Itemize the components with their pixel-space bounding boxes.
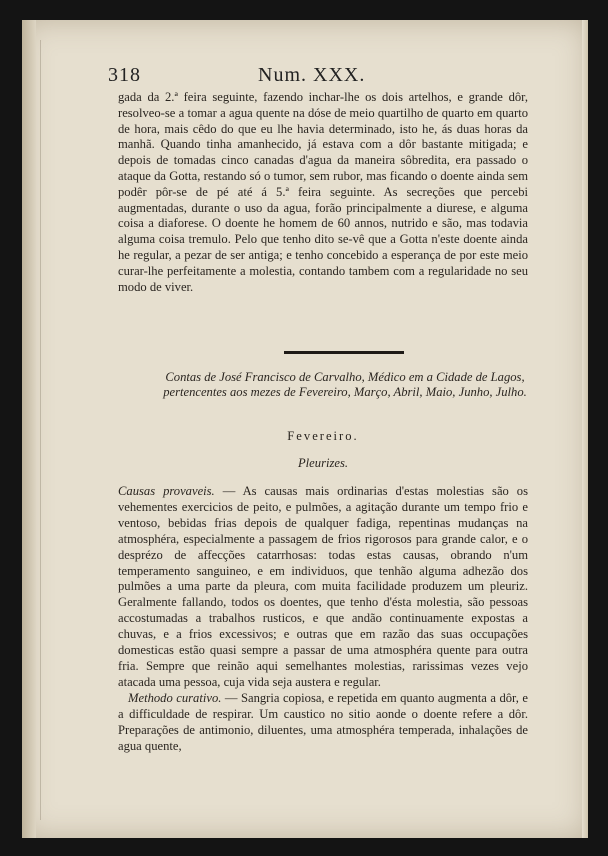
section-rule	[284, 351, 404, 354]
methodo-lead: Methodo curativo.	[128, 690, 222, 705]
page-number: 318	[108, 64, 141, 86]
methodo-paragraph	[118, 691, 528, 755]
page-header	[108, 64, 428, 90]
causas-paragraph	[118, 484, 528, 691]
causas-lead: Causas provaveis.	[118, 484, 215, 498]
methodo-text: — Sangria copiosa, e repetida em quanto augmenta a dôr, e a difficuldade de respirar. Um caustico no sitio aonde o doente refere a dôr. Preparações de antimonio, diluentes, uma atmosphéra temperada, inhalações de agua quente,	[118, 690, 528, 753]
month-heading: Fevereiro.	[287, 429, 359, 443]
body-section	[118, 484, 528, 754]
contas-heading: Contas de José Francisco de Carvalho, Médico em a Cidade de Lagos, pertencentes aos mezes de Fevereiro, Março, Abril, Maio, Junho, Julho.	[163, 370, 527, 400]
running-head: Num. XXX.	[258, 64, 366, 86]
disease-subheading: Pleurizes.	[297, 456, 349, 470]
causas-text: — As causas mais ordinarias d'estas molestias são os vehementes exercicios de peito, e pulmões, a agitação durante um tempo frio e ventoso, bebidas frias depois de qualquer fadiga, repentinas mudanças na atmosphéra, especialmente a passagem de frios rigorosos para grande calor, e o desprézo de affecções catarrhosas: todas estas causas, obrando n'um temperamento sanguineo, e em individuos, que tenhão alguma adhezão dos pulmões a uma parte da pleura, com muita facilidade produzem um pleuriz. Geralmente fallando, todos os doentes, que tenho d'ésta molestia, são pessoas accostumadas a trabalhos rusticos, e que andão continuamente expostas a chuvas, e a frios excessivos; e outras que em razão das suas occupações domesticas estão quasi sempre a passar de uma atmosphéra quente para outra fria. Sempre que reinão aqui semelhantes molestias, rarissimas vezes vejo atacada uma pessoa, cuja vida seja austera e regular.	[118, 484, 529, 689]
intro-paragraph	[118, 90, 528, 295]
page-fold	[40, 40, 41, 820]
intro-text: gada da 2.ª feira seguinte, fazendo inchar-lhe os dois artelhos, e grande dôr, resolveo-se a tomar a agua quente na dóse de meio quartilho de quarto em quarto de hora, mais cêdo do que eu lhe havia determinado, isto he, ás duas horas da manhã. Quando tinha amanhecido, já estava com a dôr bastante mitigada; e depois de tomadas cinco canadas d'agua da maneira sôbredita, era passado o ataque da Gotta, restando só o tumor, sem rubor, mas ficando o doente ainda sem podêr pôr-se de pé até á 5.ª feira seguinte. As secreções que percebi augmentadas, durante o uso da agua, forão principalmente a diurese, e alguma coisa a diaforese. O doente he homem de 60 annos, nutrido e são, mas todavia alguma coisa tremulo. Pelo que tenho dito se-vê que a Gotta n'este doente ainda he regular, a pezar de ser antiga; e tenho concebido a esperança de por este meio curar-lhe perfeitamente a molestia, contando tambem com a regularidade no seu modo de viver.	[118, 90, 528, 294]
page-gutter	[22, 20, 36, 838]
page-edge	[582, 20, 588, 838]
